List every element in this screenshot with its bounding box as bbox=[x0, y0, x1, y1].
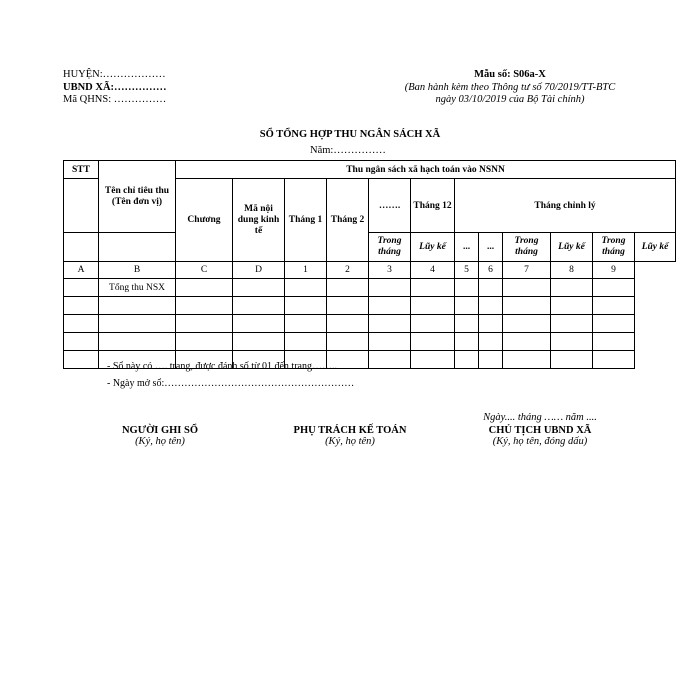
code-cell: D bbox=[233, 262, 285, 279]
ledger-table bbox=[63, 160, 676, 369]
col-accumulated: Lũy kế bbox=[411, 233, 455, 262]
col-ellipsis: ... bbox=[455, 233, 479, 262]
col-in-month: Trong tháng bbox=[369, 233, 411, 262]
col-month-2: Tháng 2 bbox=[327, 179, 369, 262]
col-economic-code: Mã nội dung kinh tế bbox=[233, 179, 285, 262]
opening-date-note: - Ngày mở sổ:………………………………………………… bbox=[107, 378, 355, 389]
page-title: SỔ TỔNG HỢP THU NGÂN SÁCH XÃ bbox=[259, 129, 441, 140]
col-month-1: Tháng 1 bbox=[285, 179, 327, 262]
signature-date-line: Ngày.... tháng …… năm .... bbox=[483, 412, 597, 423]
col-ellipsis: ... bbox=[479, 233, 503, 262]
total-revenue-label: Tổng thu NSX bbox=[99, 279, 176, 297]
code-cell: 3 bbox=[369, 262, 411, 279]
col-in-month: Trong tháng bbox=[503, 233, 551, 262]
col-month-12: Tháng 12 bbox=[411, 179, 455, 233]
form-number: Mẫu số: S06a-X bbox=[474, 69, 546, 80]
accountant-title: PHỤ TRÁCH KẾ TOÁN bbox=[293, 425, 407, 436]
col-indicator-name: Tên chỉ tiêu thu (Tên đơn vị) bbox=[99, 161, 176, 233]
col-chapter: Chương bbox=[176, 179, 233, 262]
header-left bbox=[63, 69, 167, 107]
table-row bbox=[64, 333, 676, 351]
code-cell: 1 bbox=[285, 262, 327, 279]
table-row bbox=[64, 279, 676, 297]
col-accumulated: Lũy kế bbox=[635, 233, 676, 262]
table-row bbox=[64, 315, 676, 333]
signature-writer bbox=[100, 425, 220, 447]
chairman-note: (Ký, họ tên, đóng dấu) bbox=[492, 436, 588, 447]
code-cell: 6 bbox=[479, 262, 503, 279]
col-stt: STT bbox=[64, 161, 99, 179]
code-cell: A bbox=[64, 262, 99, 279]
col-group-title: Thu ngân sách xã hạch toán vào NSNN bbox=[176, 161, 676, 179]
chairman-title: CHỦ TỊCH UBND XÃ bbox=[488, 425, 592, 436]
cell-empty bbox=[64, 233, 99, 262]
signature-accountant bbox=[270, 425, 430, 447]
col-months-dots: ……. bbox=[369, 179, 411, 233]
writer-note: (Ký, họ tên) bbox=[135, 436, 185, 447]
col-adjustment-month: Tháng chỉnh lý bbox=[455, 179, 676, 233]
code-cell: 7 bbox=[503, 262, 551, 279]
code-cell: 5 bbox=[455, 262, 479, 279]
code-cell: B bbox=[99, 262, 176, 279]
col-accumulated: Lũy kế bbox=[551, 233, 593, 262]
table-row bbox=[64, 297, 676, 315]
year-line: Năm:…………… bbox=[310, 145, 386, 156]
code-cell: C bbox=[176, 262, 233, 279]
cell-empty bbox=[99, 233, 176, 262]
writer-title: NGƯỜI GHI SỔ bbox=[121, 425, 199, 436]
code-cell: 4 bbox=[411, 262, 455, 279]
commune-line: UBND XÃ:…………… bbox=[63, 81, 167, 93]
code-cell: 8 bbox=[551, 262, 593, 279]
cell-empty bbox=[64, 179, 99, 233]
accountant-note: (Ký, họ tên) bbox=[325, 436, 375, 447]
qhns-code-line: Mã QHNS: …………… bbox=[63, 94, 167, 105]
decree-date: ngày 03/10/2019 của Bộ Tài chính) bbox=[435, 94, 585, 105]
header-right bbox=[380, 69, 640, 107]
decree-reference: (Ban hành kèm theo Thông tư số 70/2019/TT-BTC bbox=[404, 81, 616, 93]
col-in-month: Trong tháng bbox=[593, 233, 635, 262]
district-line: HUYỆN:……………… bbox=[63, 69, 166, 80]
signature-chairman bbox=[460, 425, 620, 447]
code-cell: 9 bbox=[593, 262, 635, 279]
page-count-note: - Sổ này có …. trang, được đánh số từ 01 đến trang…….. bbox=[107, 361, 337, 372]
code-cell: 2 bbox=[327, 262, 369, 279]
